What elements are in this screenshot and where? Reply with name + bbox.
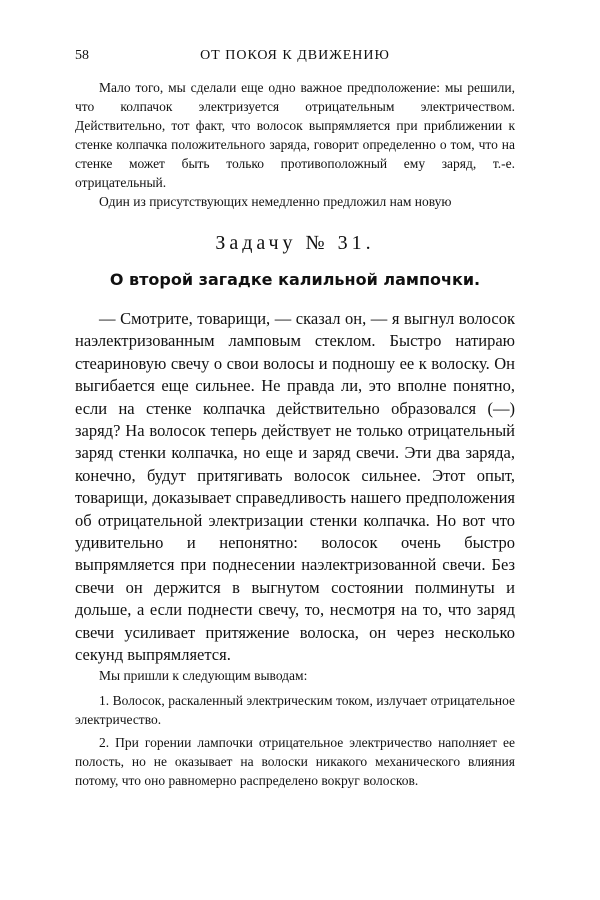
page-number: 58 (75, 48, 89, 63)
task-title: Задачу № 31. (215, 232, 375, 254)
page-header (75, 48, 515, 68)
conclusion-item-2: 2. При горении лампочки отрицательное электричество наполняет ее полость, но не оказывает на волоски никакого механического влияния потому, что оно равномерно распределено вокруг волосков. (75, 735, 515, 788)
main-paragraph: — Смотрите, товарищи, — сказал он, — я выгнул волосок наэлектризованным ламповым стеклом. Быстро натираю стеариновую свечу о свои волосы и подношу ее к волоску. Он выгибается еще сильнее. Не правда ли, это вполне понятно, если на стенке колпачка действительно образовался (—) заряд? На волосок теперь действует не только отрицательный заряд стенки колпачка, но еще и заряд свечи. Эти два заряда, конечно, будут притягивать волосок сильнее. Этот опыт, товарищи, доказывает справедливость нашего предположения об отрицательной электризации стенки колпачка. Но вот что удивительно и непонятно: волосок очень быстро выпрямляется при поднесении наэлектризованной свечи. Без свечи он держится в выгнутом состоянии полминуты и дольше, а если поднести свечу, то, несмотря на то, что заряд свечи усиливает притяжение волоска, он через несколько секунд выпрямляется. (75, 309, 515, 665)
conclusions-lead: Мы пришли к следующим выводам: (99, 668, 308, 683)
conclusions-section (75, 666, 515, 794)
intro-paragraph-2: Один из присутствующих немедленно предложил нам новую (99, 194, 452, 209)
main-text-section (75, 308, 515, 667)
intro-section (75, 78, 515, 211)
intro-paragraph-1: Мало того, мы сделали еще одно важное предположение: мы решили, что колпачок электризуется отрицательным электричеством. Действительно, тот факт, что волосок выпрямляется при приближении к стенке колпачка положительного заряда, говорит определенно о том, что на стенке может быть только противоположный ему заряд, т.-е. отрицательный. (75, 80, 515, 190)
task-subtitle: О второй загадке калильной лампочки. (109, 270, 481, 289)
conclusion-item-1: 1. Волосок, раскаленный электрическим током, излучает отрицательное электричество. (75, 693, 515, 727)
running-title: ОТ ПОКОЯ К ДВИЖЕНИЮ (200, 48, 390, 63)
